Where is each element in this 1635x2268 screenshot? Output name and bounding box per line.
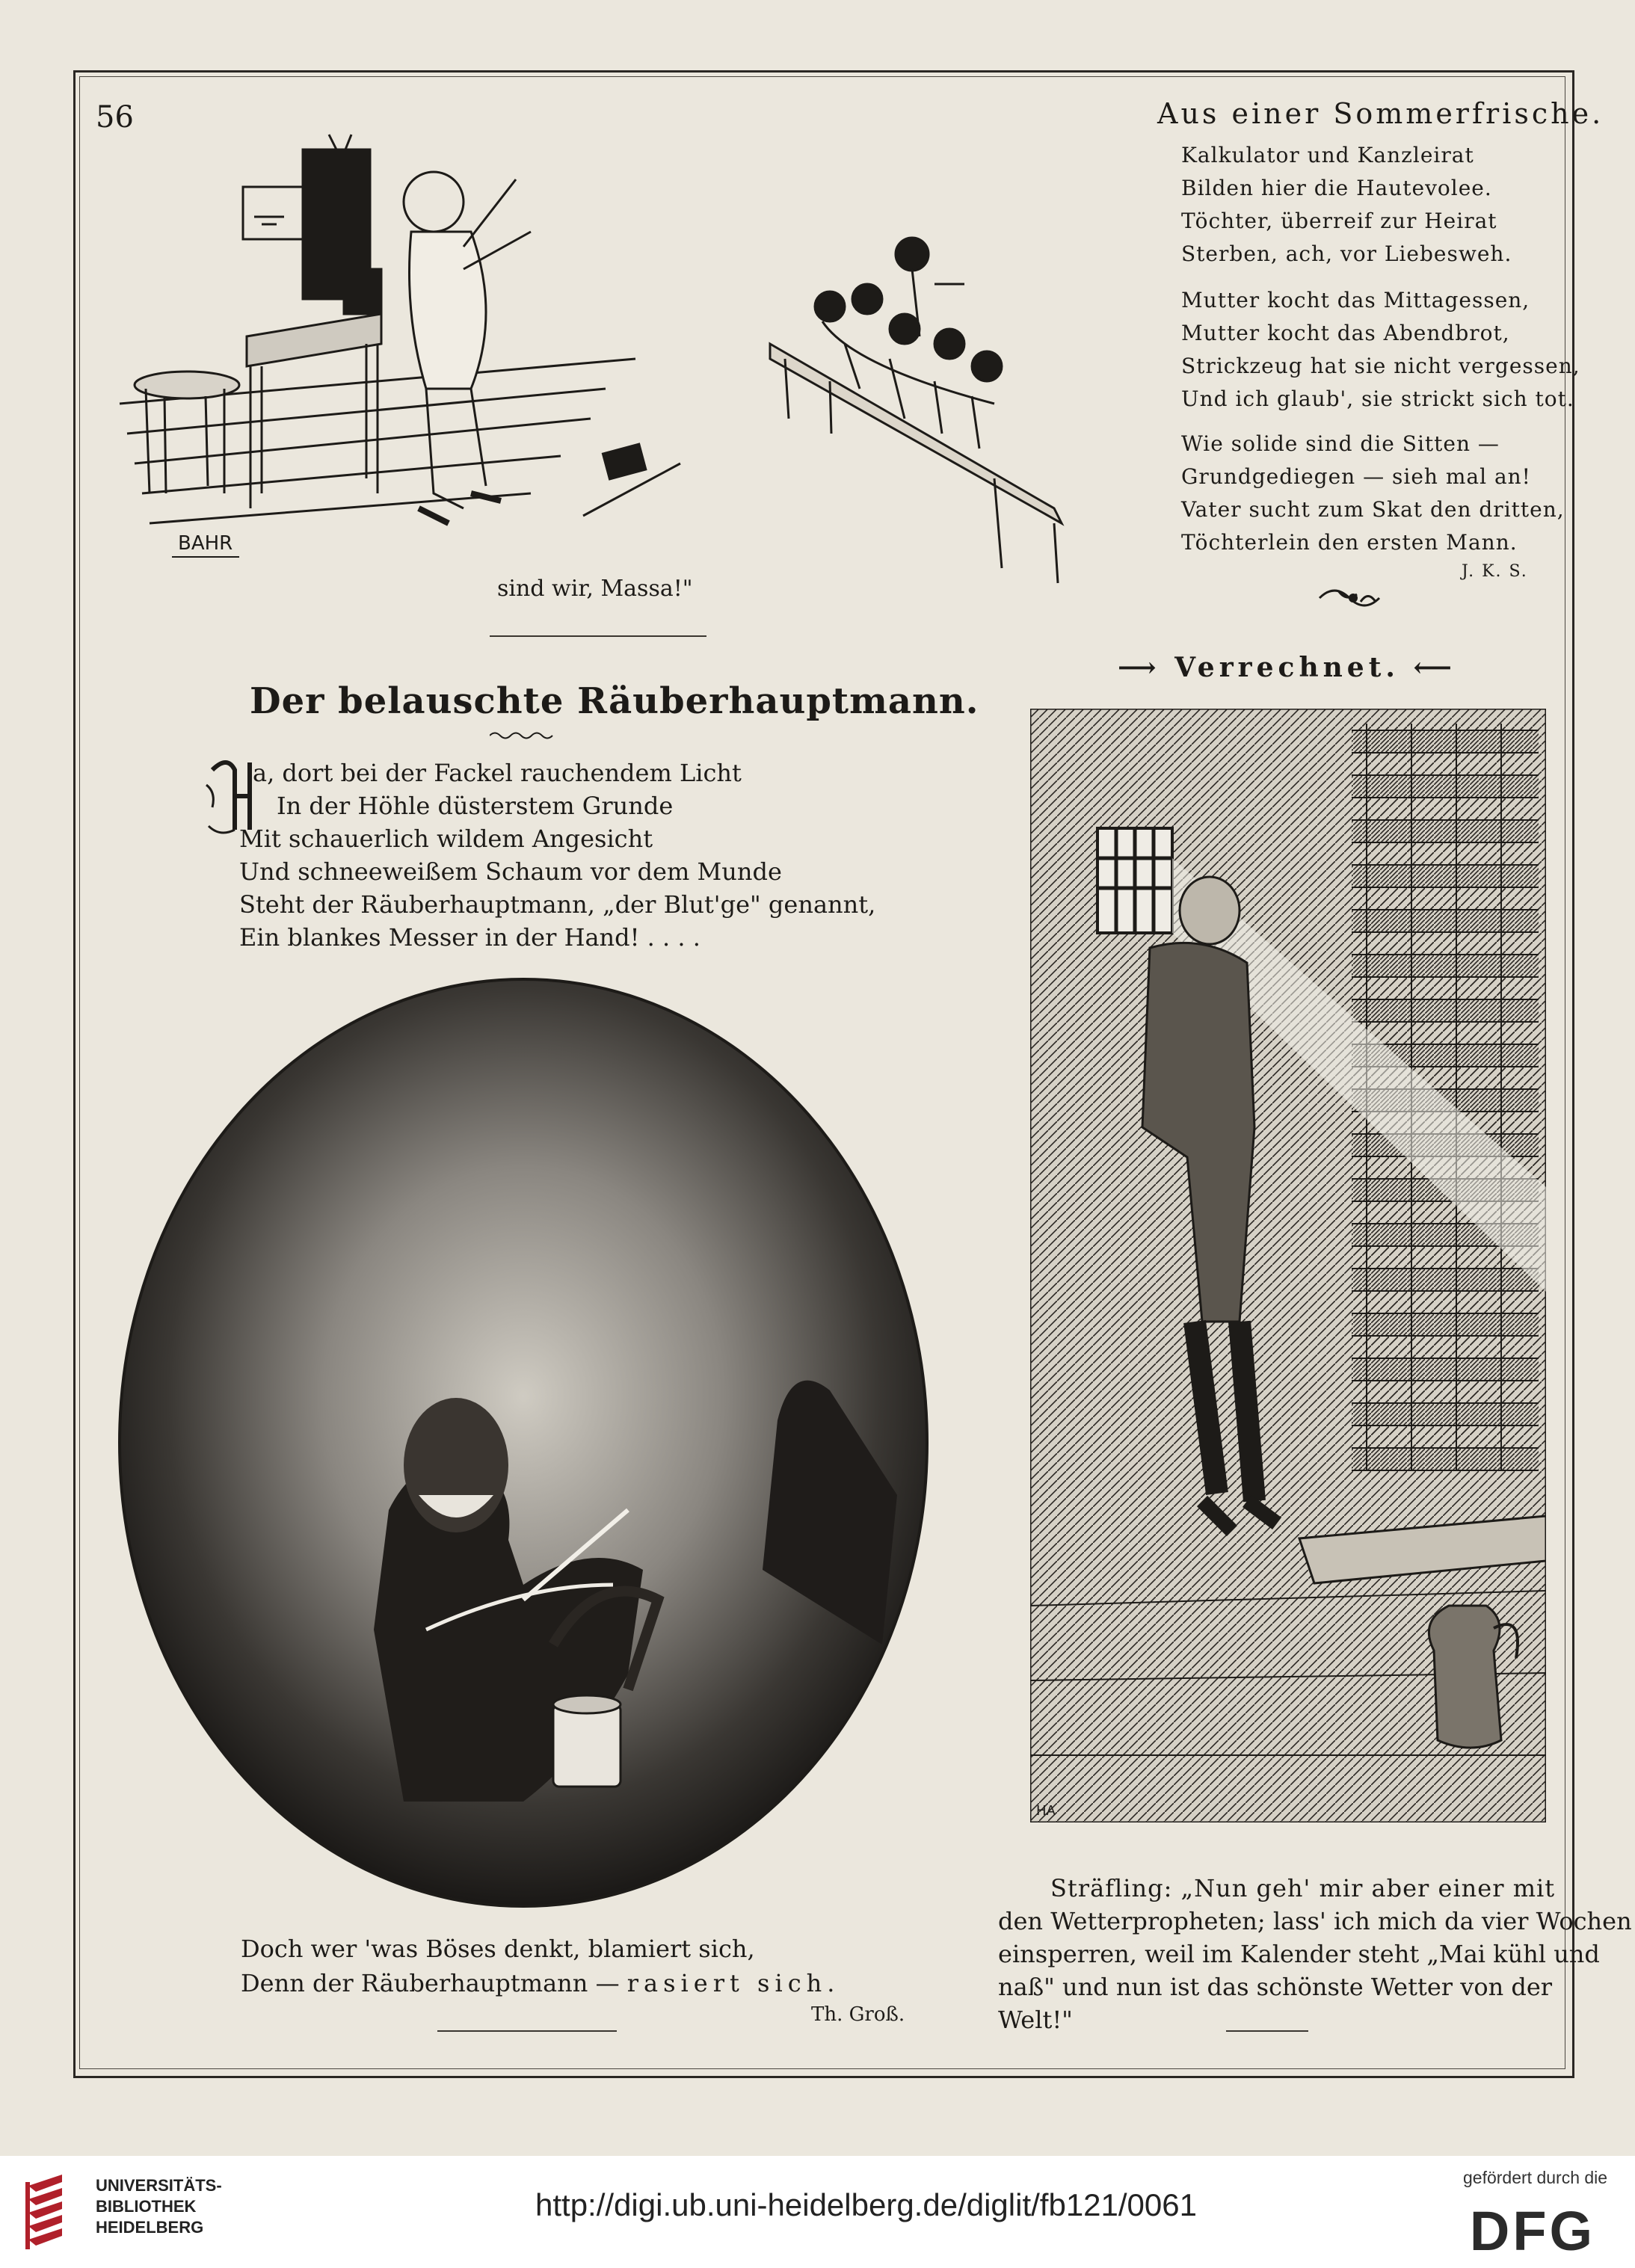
squiggle-ornament-icon [490,730,557,741]
poem-line: Ein blankes Messer in der Hand! . . . . [239,923,701,952]
poem-line: Denn der Räuberhauptmann — rasiert sich. [241,1969,840,1997]
dfg-logo [1450,2204,1615,2256]
robber-shaving-illustration [105,972,942,1914]
poem-line: Und ich glaub', sie strickt sich tot. [1181,386,1574,411]
text-line: einsperren, weil im Kalender steht „Mai kühl und [998,1940,1600,1968]
poem-line: Vater sucht zum Skat den dritten, [1181,497,1565,522]
school-caption: sind wir, Massa!" [497,576,693,602]
poem-line: In der Höhle düsterstem Grunde [277,792,674,820]
prison-artist-sign: HA [1036,1803,1056,1819]
raeuber-ending [241,1932,840,2000]
university-library-logo-icon [21,2171,88,2253]
text-line: den Wetterpropheten; lass' ich mich da vier Wochen [998,1907,1632,1935]
text-line: naß" und nun ist das schönste Wetter von der [998,1973,1553,2001]
flourish-ornament-icon [1316,579,1391,617]
summer-stanza-3 [1181,428,1565,559]
page-number: 56 [96,100,134,135]
divider [1226,2030,1308,2032]
summer-stanza-1 [1181,139,1540,271]
poem-line: Mit schauerlich wildem Angesicht [239,825,653,853]
funding-note: gefördert durch die [1463,2168,1608,2187]
svg-text:DFG: DFG [1469,2204,1596,2256]
arrow-left-icon: ⟵ [1399,652,1457,683]
raeuber-poem [239,756,875,954]
verrechnet-title: ⟶ Verrechnet. ⟵ [1118,652,1457,683]
poem-line: Mutter kocht das Abendbrot, [1181,321,1510,345]
strafling-text [998,1872,1632,2036]
poem-line: Kalkulator und Kanzleirat [1181,143,1474,167]
poem-line: Bilden hier die Hautevolee. [1181,176,1492,200]
poem-line: Doch wer 'was Böses denkt, blamiert sich, [241,1935,755,1963]
summer-signature: J. K. S. [1462,562,1528,581]
poem-line: Sterben, ach, vor Liebesweh. [1181,241,1512,266]
raeuber-title: Der belauschte Räuberhauptmann. [250,680,979,722]
summer-title: Aus einer Sommerfrische. [1157,97,1604,130]
source-url-link[interactable]: http://digi.ub.uni-heidelberg.de/diglit/fb121/0061 [535,2187,1197,2222]
text-line: Sträfling: „Nun geh' mir aber einer mit [1050,1874,1556,1902]
summer-stanza-2 [1181,284,1580,416]
divider [490,635,706,637]
poem-line: Steht der Räuberhauptmann, „der Blut'ge" genannt, [239,890,876,919]
arrow-right-icon: ⟶ [1118,652,1175,683]
poem-line: Und schneeweißem Schaum vor dem Munde [239,857,782,886]
divider [437,2030,617,2032]
school-illustration [112,120,1077,598]
library-name: UNIVERSITÄTS- BIBLIOTHEK HEIDELBERG [96,2176,222,2237]
poem-line: Wie solide sind die Sitten — [1181,431,1500,456]
poem-line: Töchter, überreif zur Heirat [1181,209,1497,233]
prisoner-illustration [1030,709,1546,1822]
footer-bar [0,2156,1635,2268]
poem-line: a, dort bei der Fackel rauchendem Licht [253,759,742,787]
poem-line: Grundgediegen — sieh mal an! [1181,464,1531,489]
school-artist-sign: BAHR [178,532,233,555]
poem-line: Strickzeug hat sie nicht vergessen, [1181,354,1580,378]
poem-line: Töchterlein den ersten Mann. [1181,530,1518,555]
poem-line: Mutter kocht das Mittagessen, [1181,288,1530,312]
text-line: Welt!" [998,2006,1073,2034]
raeuber-signature: Th. Groß. [811,2003,905,2026]
